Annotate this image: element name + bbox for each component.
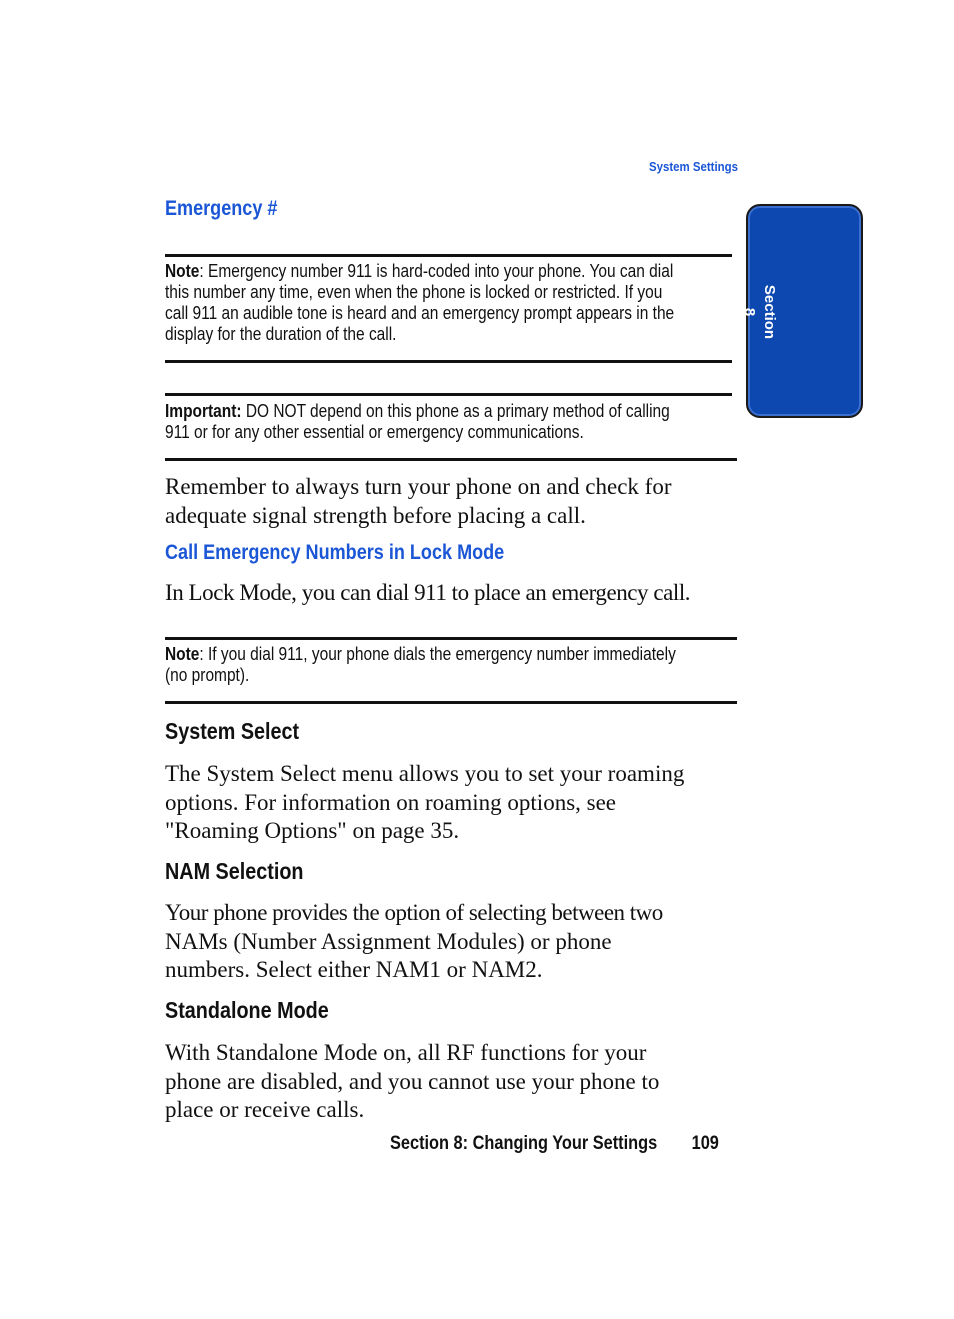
note-lock-mode: Note: If you dial 911, your phone dials the emergency number immediately (no prompt).	[165, 644, 676, 685]
section-tab-label: Section 8	[741, 284, 778, 340]
heading-emergency: Emergency #	[165, 197, 278, 220]
important-top-rule	[165, 393, 732, 396]
note-label: Note	[165, 261, 200, 281]
note-bottom-rule	[165, 360, 732, 363]
note-label: Note	[165, 644, 200, 664]
page-footer	[390, 1133, 719, 1155]
footer-section-title: Section 8: Changing Your Settings	[390, 1133, 658, 1154]
lock-note-top-rule	[165, 637, 737, 640]
running-header: System Settings	[648, 159, 738, 174]
important-label: Important:	[165, 401, 242, 421]
heading-standalone-mode: Standalone Mode	[165, 997, 329, 1023]
important-bottom-rule	[165, 458, 737, 461]
heading-system-select: System Select	[165, 718, 300, 744]
heading-lock-mode: Call Emergency Numbers in Lock Mode	[165, 541, 505, 564]
system-select-body: The System Select menu allows you to set your roaming options. For information on roaming options, see "Roaming Options" on page 35.	[165, 761, 685, 843]
lock-mode-body: In Lock Mode, you can dial 911 to place an emergency call.	[165, 580, 691, 605]
note-emergency-911: Note: Emergency number 911 is hard-coded into your phone. You can dial this number any time, even when the phone is locked or restricted. If you call 911 an audible tone is heard and an emergency prompt appears in the display for the duration of the call.	[165, 261, 675, 344]
heading-nam-selection: NAM Selection	[165, 858, 304, 884]
note-top-rule	[165, 254, 732, 257]
important-notice: Important: DO NOT depend on this phone as a primary method of calling 911 or for any other essential or emergency communications.	[165, 401, 670, 442]
lock-note-bottom-rule	[165, 701, 737, 704]
page-number: 109	[691, 1133, 719, 1154]
emergency-body: Remember to always turn your phone on and check for adequate signal strength before placing a call.	[165, 474, 672, 528]
standalone-mode-body: With Standalone Mode on, all RF functions for your phone are disabled, and you cannot use your phone to place or receive calls.	[165, 1040, 660, 1122]
nam-selection-body: Your phone provides the option of selecting between two NAMs (Number Assignment Modules) or phone numbers. Select either NAM1 or NAM2.	[165, 900, 663, 982]
